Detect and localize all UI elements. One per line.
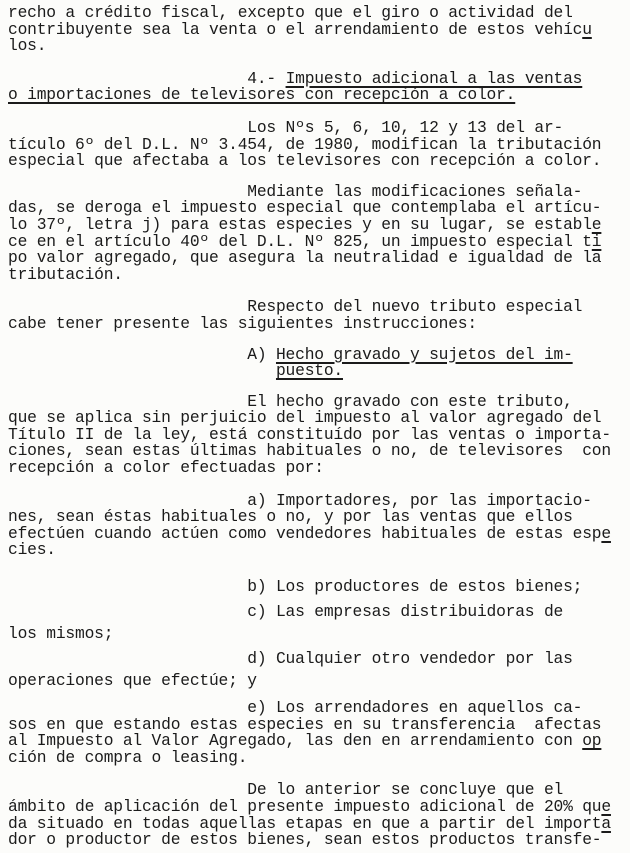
- paragraph: [8, 648, 630, 691]
- paragraph: [8, 344, 630, 381]
- text-segment: sos en que estando estas especies en su transferencia afectas: [8, 714, 602, 734]
- underlined-text: a: [601, 813, 611, 833]
- underlined-text: Impuesto adicional a las ventas: [285, 68, 583, 88]
- text-segment: Los Nºs 5, 6, 10, 12 y 13 del ar-: [247, 117, 564, 137]
- text-segment: De lo anterior se concluye que el: [247, 780, 564, 800]
- text-segment: po valor agregado, que asegura la neutralidad e igualdad de la: [8, 248, 602, 268]
- text-segment: 4.-: [247, 68, 286, 88]
- text-line: [8, 601, 630, 621]
- paragraph: [8, 490, 630, 560]
- text-segment: da situado en todas aquellas etapas en que a partir del import: [8, 813, 602, 833]
- paragraph: [8, 299, 630, 332]
- underlined-text: o importaciones de televisores con recepción a color.: [8, 85, 516, 105]
- underlined-text: e: [591, 214, 602, 234]
- paragraph: [8, 68, 630, 105]
- paragraph: [8, 579, 630, 596]
- text-line: [8, 153, 630, 170]
- text-segment: Mediante las modificaciones señala-: [247, 181, 583, 201]
- text-segment: al Impuesto al Valor Agregado, las den en arrendamiento con: [8, 731, 583, 751]
- text-segment: das, se deroga el impuesto especial que contemplaba el artícu-: [8, 198, 602, 218]
- text-line: [8, 542, 630, 559]
- text-segment: c) Las empresas distribuidoras de: [247, 601, 564, 621]
- text-line: [8, 579, 630, 596]
- text-line: [8, 648, 630, 668]
- underlined-text: e: [601, 796, 611, 816]
- text-segment: operaciones que efectúe; y: [8, 671, 257, 691]
- text-segment: Título II de la ley, está constituído por las ventas o importa-: [8, 424, 611, 444]
- paragraph: [8, 601, 630, 644]
- text-line: [8, 747, 630, 767]
- text-segment: b) Los productores de estos bienes;: [247, 577, 583, 597]
- paragraph: [8, 181, 630, 284]
- text-line: [8, 523, 630, 543]
- text-segment: ámbito de aplicación del presente impuesto adicional de 20% qu: [8, 796, 602, 816]
- text-segment: cabe tener presente las siguientes instrucciones:: [8, 313, 477, 333]
- text-line: [8, 264, 630, 284]
- text-segment: que se aplica sin perjuicio del impuesto al valor agregado del: [8, 408, 602, 428]
- paragraph: [8, 700, 630, 766]
- text-segment: e) Los arrendadores en aquellos ca-: [247, 698, 583, 717]
- text-line: [8, 832, 630, 849]
- text-segment: recepción a color efectuadas por:: [8, 458, 324, 478]
- underlined-text: u: [582, 19, 592, 39]
- text-segment: los mismos;: [8, 624, 114, 644]
- text-segment: dor o productor de estos bienes, sean estos productos transfe-: [8, 830, 602, 850]
- text-segment: lo 37º, letra j) para estas especies y en su lugar, se establ: [8, 214, 592, 234]
- text-segment: especial que afectaba a los televisores con recepción a color.: [8, 151, 602, 171]
- text-line: [8, 38, 630, 55]
- document-body: [8, 5, 630, 849]
- paragraph: [8, 117, 630, 171]
- underlined-text: op: [582, 731, 602, 751]
- underlined-text: Hecho gravado y sujetos del im-: [275, 344, 573, 364]
- text-line: [8, 626, 630, 643]
- text-segment: contribuyente sea la venta o el arrendamiento de estos vehíc: [8, 19, 583, 39]
- underlined-text: puesto.: [275, 361, 343, 381]
- text-segment: El hecho gravado con este tributo,: [247, 391, 573, 411]
- underlined-text: e: [601, 523, 611, 543]
- text-segment: tributación.: [8, 264, 123, 284]
- text-segment: efectúen cuando actúen como vendedores habituales de estas esp: [8, 523, 602, 543]
- text-segment: recho a crédito fiscal, excepto que el giro o actividad del: [8, 3, 573, 22]
- text-line: [8, 87, 630, 104]
- paragraph: [8, 782, 630, 848]
- text-line: [8, 673, 630, 690]
- paragraph: [8, 5, 630, 55]
- underlined-text: i: [591, 231, 602, 251]
- text-segment: tículo 6º del D.L. Nº 3.454, de 1980, modifican la tributación: [8, 134, 602, 154]
- text-segment: nes, sean éstas habituales o no, y por las ventas que ellos: [8, 507, 573, 527]
- text-segment: A): [247, 344, 276, 364]
- text-segment: d) Cualquier otro vendedor por las: [247, 648, 573, 668]
- paragraph: [8, 391, 630, 478]
- text-line: [8, 363, 630, 380]
- text-segment: a) Importadores, por las importacio-: [247, 490, 592, 510]
- text-line: [8, 19, 630, 39]
- text-segment: ciones, sean estas últimas habituales o no, de televisores con: [8, 441, 611, 461]
- text-segment: los.: [8, 36, 47, 56]
- text-line: [8, 313, 630, 333]
- text-segment: cies.: [8, 540, 56, 560]
- text-line: [8, 460, 630, 477]
- text-segment: ción de compra o leasing.: [8, 747, 248, 767]
- text-segment: Respecto del nuevo tributo especial: [247, 297, 583, 317]
- text-segment: ce en el artículo 40º del D.L. Nº 825, un impuesto especial t: [8, 231, 592, 251]
